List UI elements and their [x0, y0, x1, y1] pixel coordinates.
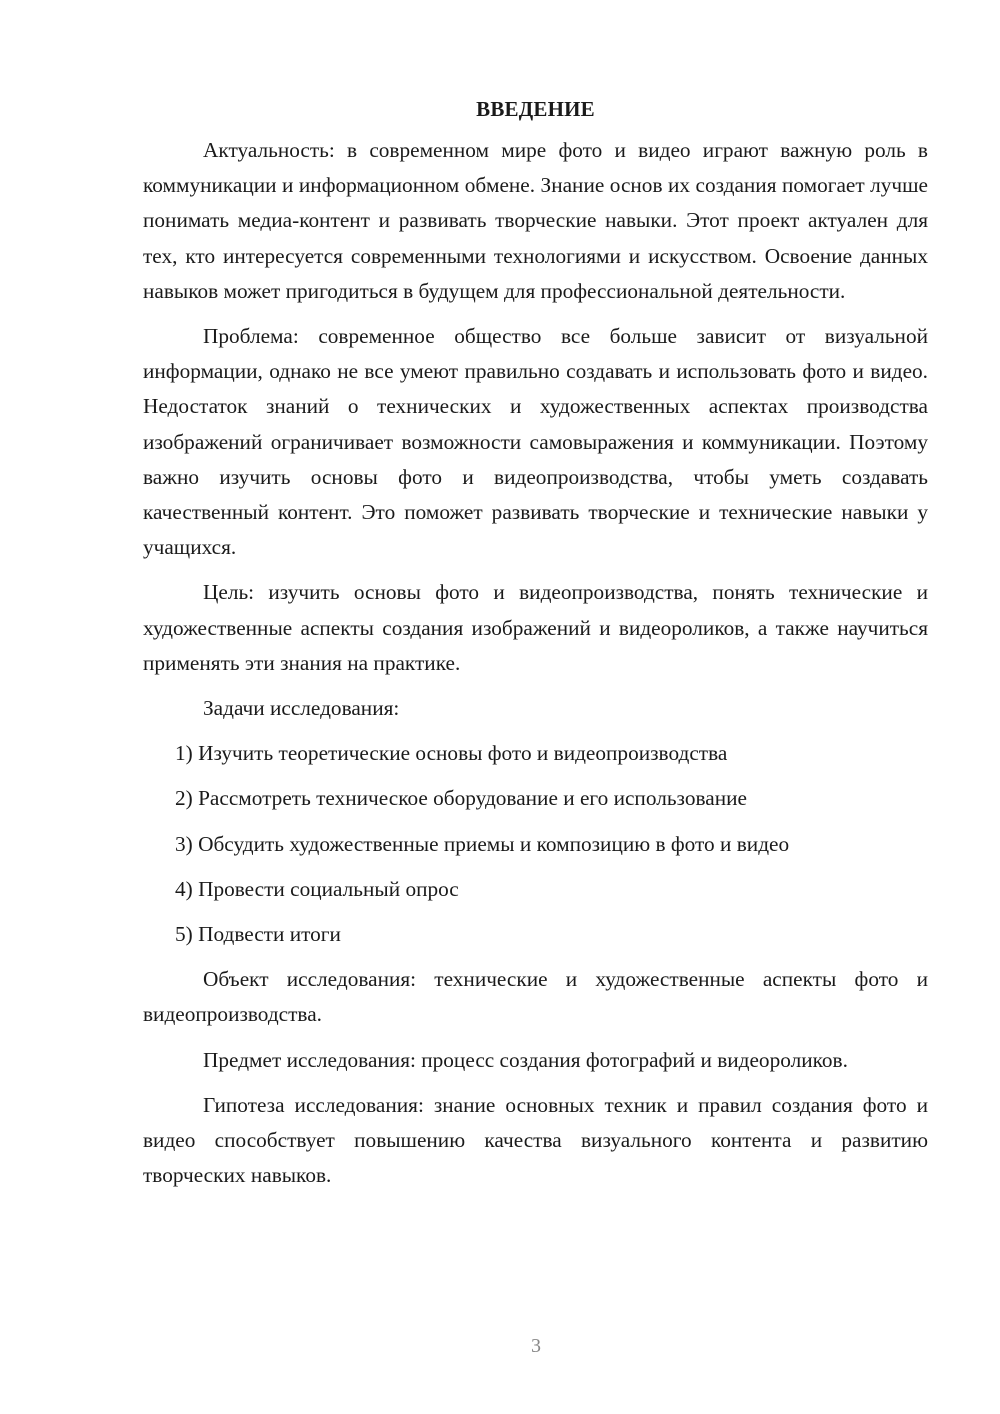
goal-paragraph: Цель: изучить основы фото и видеопроизводства, понять технические и художественные аспекты создания изображений и видеороликов, а также научиться применять эти знания на практике.: [143, 580, 928, 675]
task-item: 1) Изучить теоретические основы фото и видеопроизводства: [175, 741, 728, 766]
subject-paragraph: Предмет исследования: процесс создания фотографий и видеороликов.: [203, 1047, 848, 1072]
task-item: 5) Подвести итоги: [175, 922, 341, 947]
page-content: [143, 94, 928, 1203]
hypothesis-paragraph: Гипотеза исследования: знание основных техник и правил создания фото и видео способствует повышению качества визуального контента и развитию творческих навыков.: [143, 1092, 928, 1188]
section-title: ВВЕДЕНИЕ: [476, 97, 595, 121]
task-item: 2) Рассмотреть техническое оборудование и его использование: [175, 786, 747, 811]
object-paragraph: Объект исследования: технические и художественные аспекты фото и видеопроизводства.: [143, 967, 928, 1027]
relevance-paragraph: Актуальность: в современном мире фото и видео играют важную роль в коммуникации и информационном обмене. Знание основ их создания помогает лучше понимать медиа-контент и развивать творческие навыки. Этот проект актуален для тех, кто интересуется современными технологиями и искусством. Освоение данных навыков может пригодиться в будущем для профессиональной деятельности.: [143, 138, 928, 303]
page-number: 3: [531, 1335, 541, 1357]
problem-paragraph: Проблема: современное общество все больше зависит от визуальной информации, однако не все умеют правильно создавать и использовать фото и видео. Недостаток знаний о технических и художественных аспектах производства изображений ограничивает возможности самовыражения и коммуникации. Поэтому важно изучить основы фото и видеопроизводства, чтобы уметь создавать качественный контент. Это поможет развивать творческие и технические навыки у учащихся.: [143, 324, 928, 560]
task-item: 3) Обсудить художественные приемы и композицию в фото и видео: [175, 831, 790, 856]
task-item: 4) Провести социальный опрос: [175, 876, 459, 901]
tasks-list: [143, 736, 928, 952]
tasks-label: Задачи исследования:: [203, 696, 400, 721]
